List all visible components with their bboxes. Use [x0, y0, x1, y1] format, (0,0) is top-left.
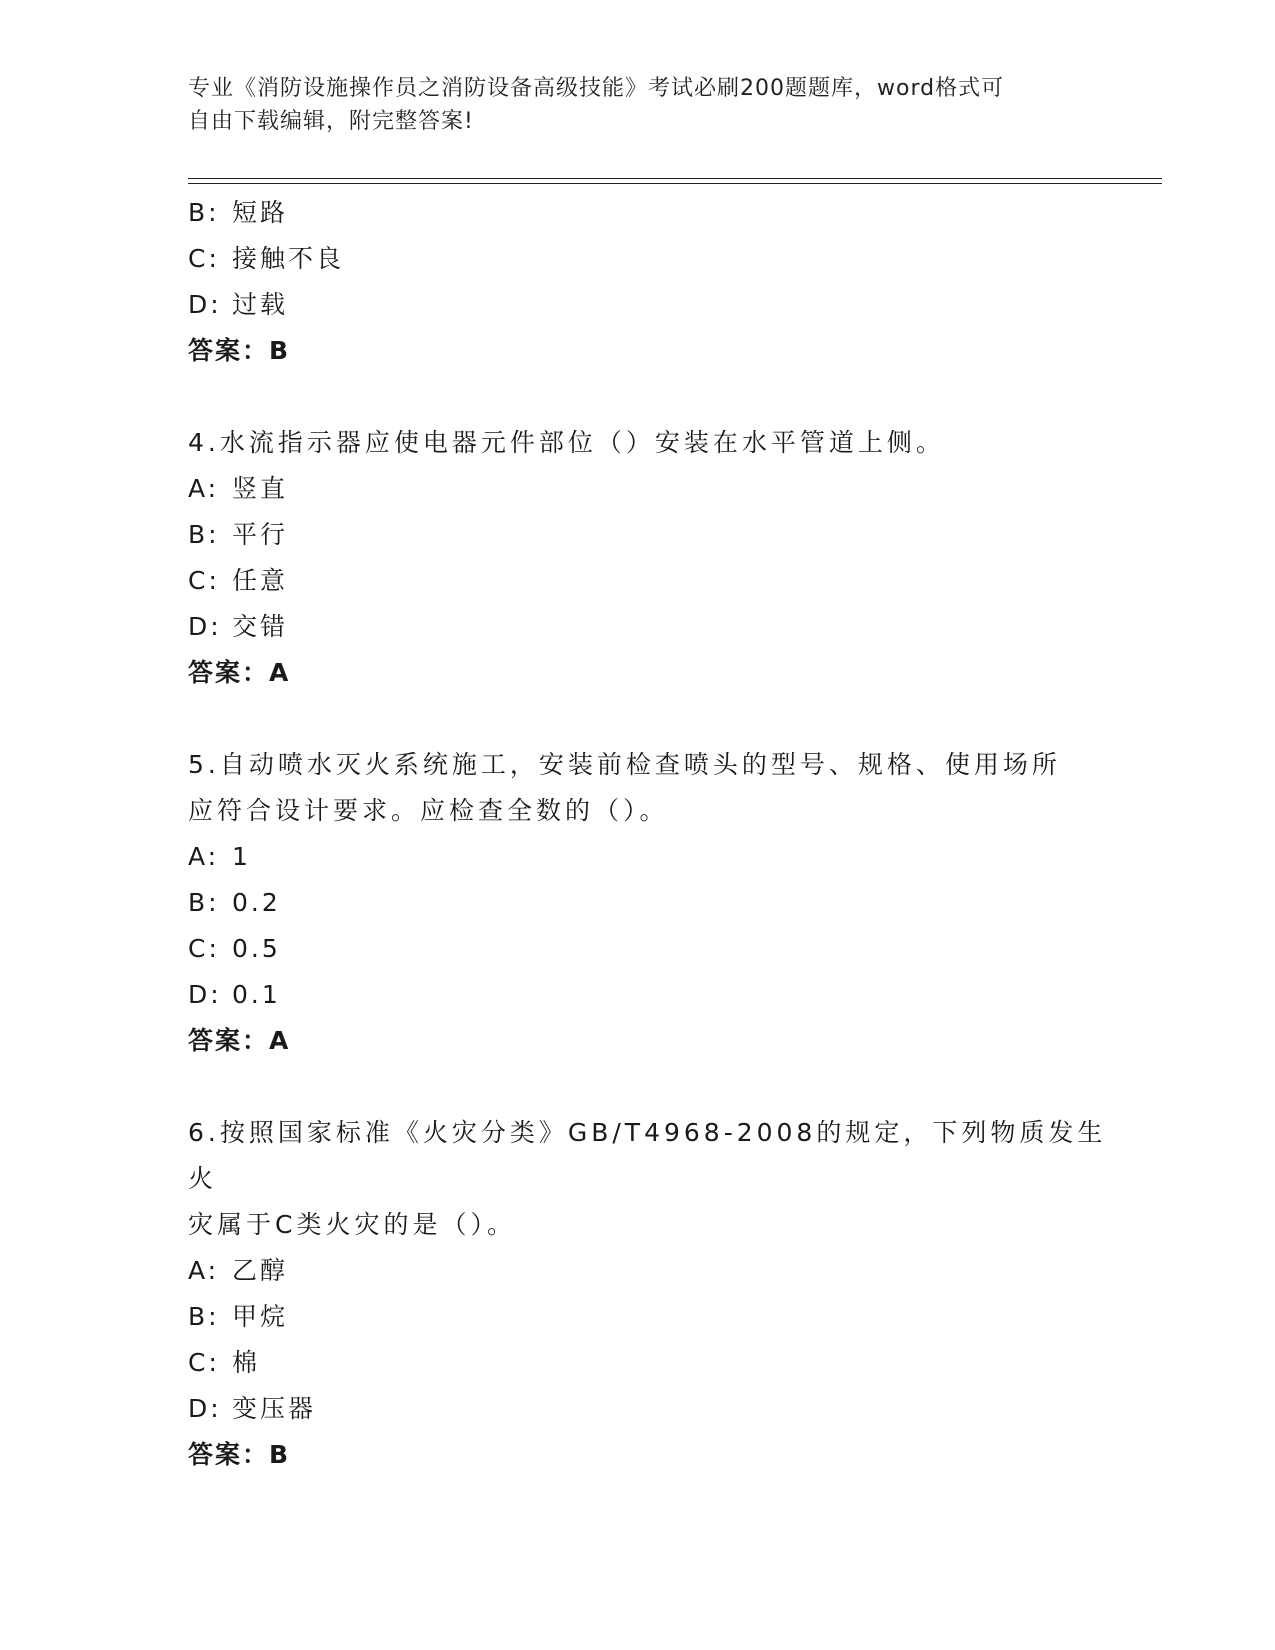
option-b: B: 0.2 [188, 888, 281, 917]
header-divider-top [188, 178, 1162, 179]
question-list [188, 190, 1108, 1478]
header-title-line-1: 专业《消防设施操作员之消防设备高级技能》考试必刷200题题库，word格式可 [188, 76, 1005, 101]
header-divider-bottom [188, 183, 1162, 184]
answer-text: 答案：A [188, 1026, 291, 1055]
question-stem: 4.水流指示器应使电器元件部位（）安装在水平管道上侧。 [188, 428, 945, 457]
answer-text: 答案：A [188, 658, 291, 687]
option-b: B: 短路 [188, 198, 289, 227]
option-d: D: 0.1 [188, 980, 281, 1009]
option-d: D: 过载 [188, 290, 289, 319]
option-c: C: 接触不良 [188, 244, 345, 273]
option-b: B: 甲烷 [188, 1302, 289, 1331]
question-6 [188, 1110, 1108, 1478]
option-c: C: 0.5 [188, 934, 281, 963]
option-c: C: 棉 [188, 1348, 261, 1377]
answer-text: 答案：B [188, 336, 291, 365]
question-stem: 5.自动喷水灭火系统施工，安装前检查喷头的型号、规格、使用场所 应符合设计要求。应检查全数的（）。 [188, 750, 1061, 825]
option-a: A: 乙醇 [188, 1256, 289, 1285]
question-5 [188, 742, 1108, 1064]
option-a: A: 1 [188, 842, 251, 871]
question-4 [188, 420, 1108, 696]
option-d: D: 变压器 [188, 1394, 317, 1423]
header-title-line-2: 自由下载编辑，附完整答案! [188, 109, 474, 134]
option-b: B: 平行 [188, 520, 289, 549]
option-a: A: 竖直 [188, 474, 289, 503]
option-c: C: 任意 [188, 566, 289, 595]
document-header [188, 72, 1088, 138]
option-d: D: 交错 [188, 612, 289, 641]
answer-text: 答案：B [188, 1440, 291, 1469]
question-continued [188, 190, 1108, 374]
question-stem: 6.按照国家标准《火灾分类》GB/T4968-2008的规定，下列物质发生火 灾属于C类火灾的是（）。 [188, 1118, 1107, 1239]
